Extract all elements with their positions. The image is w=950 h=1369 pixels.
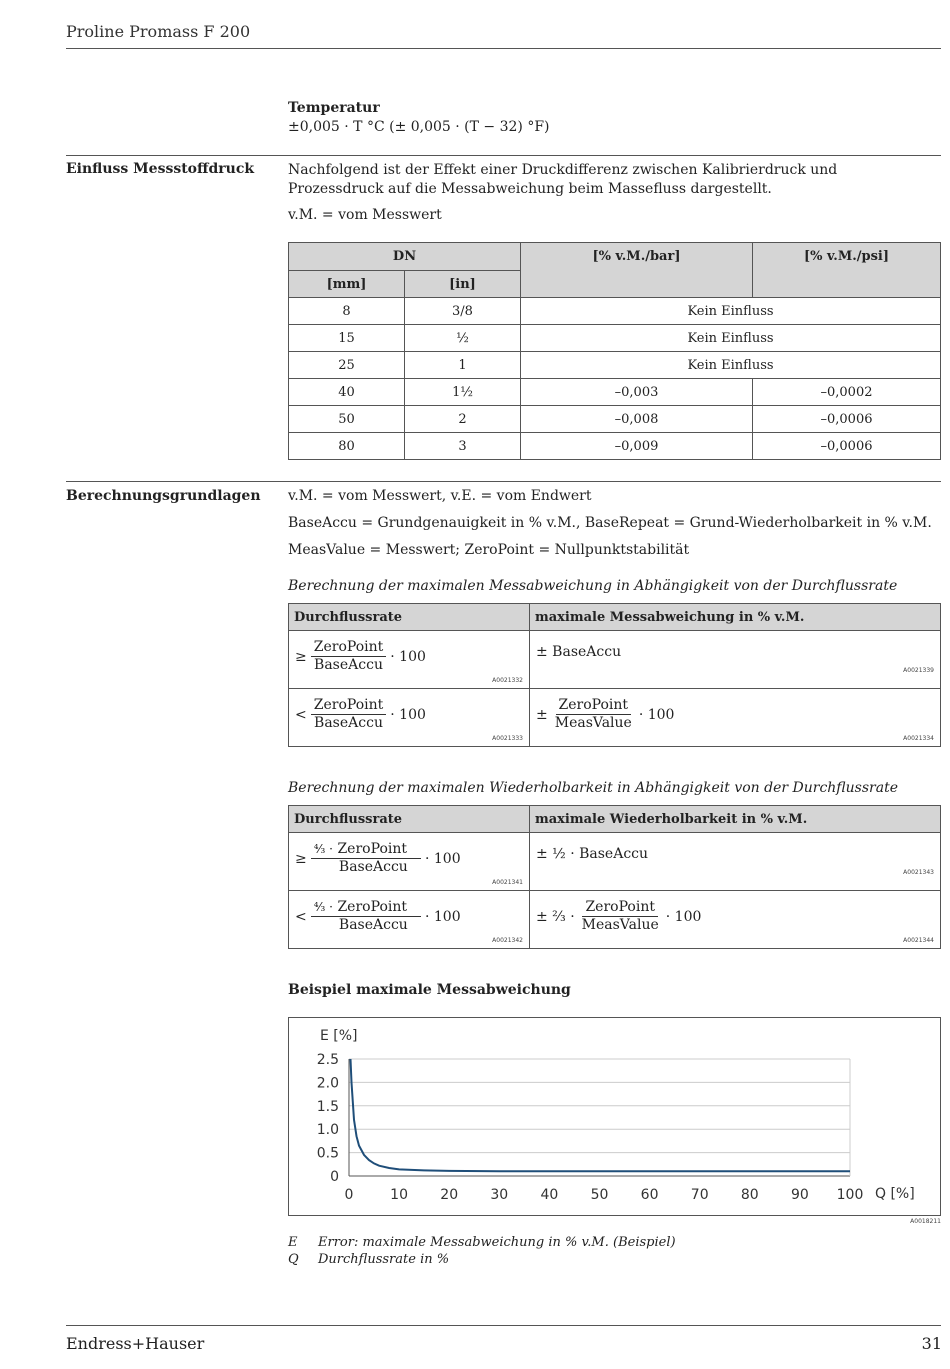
denominator: MeasValue [554, 715, 632, 731]
y-tick-label: 0 [330, 1169, 339, 1185]
col-psi: [% v.M./psi] [753, 243, 941, 298]
multiplier: · 100 [665, 908, 702, 925]
section-rule [66, 481, 941, 482]
formula-cell [530, 689, 941, 747]
x-tick-label: 80 [740, 1187, 759, 1203]
x-tick-label: 30 [490, 1187, 509, 1203]
result-text: ± ½ · BaseAccu [536, 846, 649, 862]
y-tick-label: 1.0 [316, 1122, 339, 1139]
cell-mm: 50 [289, 406, 405, 433]
prefactor: ⁴⁄₃ · [313, 842, 333, 856]
operator: ± [536, 706, 548, 723]
y-axis-label: E [%] [320, 1028, 358, 1044]
table-row [289, 433, 941, 460]
cell-in: 2 [405, 406, 521, 433]
fraction [311, 841, 421, 876]
y-tick-label: 2.0 [316, 1075, 339, 1092]
table-row [289, 891, 941, 949]
formula-cell [289, 833, 530, 891]
table-row [289, 379, 941, 406]
x-tick-label: 40 [540, 1187, 559, 1203]
operator: ± ⅔ · [536, 908, 575, 925]
calc-line-3: MeasValue = Messwert; ZeroPoint = Nullpunktstabilität [288, 542, 690, 558]
numerator: ZeroPoint [582, 899, 658, 917]
cell-in: 3 [405, 433, 521, 460]
y-tick-labels [317, 1052, 339, 1185]
legend-text-q: Durchflussrate in % [318, 1252, 450, 1267]
col-bar: [% v.M./bar] [521, 243, 753, 298]
table2-caption: Berechnung der maximalen Wiederholbarkeit in Abhängigkeit von der Durchflussrate [288, 780, 898, 796]
y-tick-label: 2.5 [316, 1052, 339, 1068]
pressure-table [288, 242, 941, 460]
x-tick-label: 90 [790, 1187, 809, 1203]
error-chart [288, 1017, 941, 1216]
col-in: [in] [405, 271, 521, 298]
formula-cell [530, 891, 941, 949]
cell-mm: 25 [289, 352, 405, 379]
pressure-note: v.M. = vom Messwert [288, 207, 442, 223]
example-heading: Beispiel maximale Messabweichung [288, 982, 571, 998]
result-text: ± BaseAccu [536, 644, 622, 660]
cell-in: 1 [405, 352, 521, 379]
cell-psi: –0,0006 [753, 433, 941, 460]
x-tick-labels [345, 1187, 864, 1203]
figure-code: A0021344 [903, 937, 934, 944]
figure-code: A0021343 [903, 869, 934, 876]
x-tick-label: 100 [836, 1187, 864, 1203]
multiplier: · 100 [390, 706, 426, 723]
temperature-formula: ±0,005 · T °C (± 0,005 · (T − 32) °F) [288, 119, 550, 135]
operator: ≥ [295, 850, 307, 867]
multiplier: · 100 [425, 908, 461, 925]
footer-rule [66, 1325, 941, 1326]
operator: ≥ [295, 648, 307, 665]
figure-code: A0021332 [492, 677, 523, 684]
prefactor: ⁴⁄₃ · [313, 900, 333, 914]
denominator: MeasValue [581, 917, 659, 933]
figure-code: A0021334 [903, 735, 934, 742]
temperature-heading: Temperatur [288, 100, 380, 116]
table-row [289, 689, 941, 747]
pressure-intro: Nachfolgend ist der Effekt einer Druckdifferenz zwischen Kalibrierdruck und Prozessdruck auf die Messabweichung beim Massefluss dargestellt. [288, 162, 838, 197]
cell-merged: Kein Einfluss [521, 298, 941, 325]
cell-bar: –0,009 [521, 433, 753, 460]
cell-psi: –0,0002 [753, 379, 941, 406]
legend-key-e: E [288, 1235, 298, 1250]
fraction [311, 899, 421, 934]
cell-mm: 15 [289, 325, 405, 352]
cell-psi: –0,0006 [753, 406, 941, 433]
cell-mm: 8 [289, 298, 405, 325]
operator: < [295, 706, 307, 723]
fraction [311, 697, 387, 732]
numerator: ZeroPoint [337, 899, 407, 915]
cell-merged: Kein Einfluss [521, 325, 941, 352]
x-tick-label: 70 [690, 1187, 709, 1203]
col-max-error: maximale Messabweichung in % v.M. [530, 604, 941, 631]
cell-bar: –0,008 [521, 406, 753, 433]
figure-code: A0021341 [492, 879, 523, 886]
legend-text-e: Error: maximale Messabweichung in % v.M. (Beispiel) [318, 1235, 676, 1250]
x-tick-label: 0 [344, 1187, 354, 1203]
table-row [289, 352, 941, 379]
figure-code: A0021333 [492, 735, 523, 742]
cell-mm: 40 [289, 379, 405, 406]
col-flow: Durchflussrate [289, 806, 530, 833]
numerator: ZeroPoint [337, 841, 407, 857]
calc-line-2: BaseAccu = Grundgenauigkeit in % v.M., BaseRepeat = Grund-Wiederholbarkeit in % v.M. [288, 515, 932, 531]
pressure-section-label: Einfluss Messstoffdruck [66, 161, 255, 177]
denominator: BaseAccu [314, 715, 383, 731]
chart-frame [289, 1018, 941, 1216]
multiplier: · 100 [638, 706, 675, 723]
denominator: BaseAccu [338, 859, 408, 875]
error-table [288, 603, 941, 747]
document-title: Proline Promass F 200 [66, 22, 251, 41]
formula-cell [530, 833, 941, 891]
cell-in: 3/8 [405, 298, 521, 325]
numerator: ZeroPoint [556, 697, 632, 715]
figure-code: A0021342 [492, 937, 523, 944]
page-number: 31 [921, 1334, 942, 1353]
cell-in: ½ [405, 325, 521, 352]
x-tick-label: 10 [390, 1187, 409, 1203]
section-rule [66, 155, 941, 156]
error-curve [351, 1059, 851, 1171]
denominator: BaseAccu [338, 917, 408, 933]
figure-code: A0021339 [903, 667, 934, 674]
header-rule [66, 48, 941, 49]
x-axis-label: Q [%] [875, 1186, 915, 1202]
denominator: BaseAccu [314, 657, 383, 673]
numerator: ZeroPoint [311, 639, 387, 657]
x-tick-label: 20 [440, 1187, 459, 1203]
x-tick-label: 60 [640, 1187, 659, 1203]
cell-bar: –0,003 [521, 379, 753, 406]
operator: < [295, 908, 307, 925]
table1-caption: Berechnung der maximalen Messabweichung in Abhängigkeit von der Durchflussrate [288, 578, 898, 594]
formula-cell [289, 891, 530, 949]
fraction [552, 697, 635, 732]
legend-key-q: Q [288, 1252, 299, 1267]
x-tick-label: 50 [590, 1187, 609, 1203]
col-dn: DN [289, 243, 521, 271]
chart-grid [349, 1059, 850, 1176]
numerator: ZeroPoint [311, 697, 387, 715]
table-row [289, 298, 941, 325]
cell-mm: 80 [289, 433, 405, 460]
fraction [579, 899, 662, 934]
calc-section-label: Berechnungsgrundlagen [66, 488, 261, 504]
col-flow: Durchflussrate [289, 604, 530, 631]
multiplier: · 100 [425, 850, 461, 867]
table-row [289, 631, 941, 689]
table-row [289, 325, 941, 352]
y-tick-label: 1.5 [316, 1098, 339, 1115]
y-tick-label: 0.5 [316, 1145, 339, 1162]
formula-cell [289, 689, 530, 747]
table-row [289, 406, 941, 433]
formula-cell [530, 631, 941, 689]
figure-code: A0018211 [910, 1218, 941, 1225]
table-row [289, 833, 941, 891]
calc-line-1: v.M. = vom Messwert, v.E. = vom Endwert [288, 488, 592, 504]
cell-in: 1½ [405, 379, 521, 406]
cell-merged: Kein Einfluss [521, 352, 941, 379]
multiplier: · 100 [390, 648, 426, 665]
fraction [311, 639, 387, 674]
formula-cell [289, 631, 530, 689]
footer-brand: Endress+Hauser [66, 1334, 205, 1353]
col-mm: [mm] [289, 271, 405, 298]
col-max-repeat: maximale Wiederholbarkeit in % v.M. [530, 806, 941, 833]
repeatability-table [288, 805, 941, 949]
